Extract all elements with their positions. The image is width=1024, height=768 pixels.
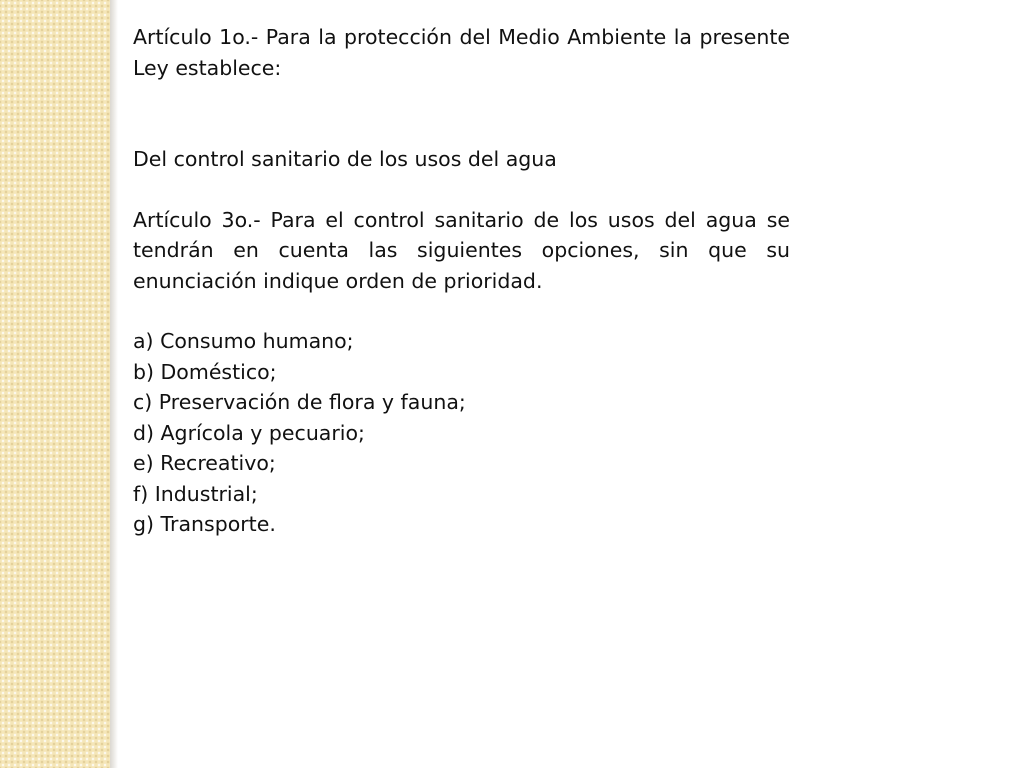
decorative-side-band [0, 0, 110, 768]
list-item: e) Recreativo; [133, 451, 276, 475]
spacer [133, 296, 790, 326]
list-item: f) Industrial; [133, 481, 258, 506]
list-item: d) Agrícola y pecuario; [133, 420, 365, 445]
spacer [133, 83, 790, 144]
article-1-text: Artículo 1o.- Para la protección del Medio Ambiente la presente Ley establece: [133, 25, 790, 80]
list-item: a) Consumo humano; [133, 329, 354, 353]
list-item: c) Preservación de flora y fauna; [133, 390, 466, 414]
slide-content [133, 22, 790, 540]
list-item: g) Transporte. [133, 512, 276, 536]
water-uses-list [133, 326, 790, 540]
section-heading: Del control sanitario de los usos del agua [133, 147, 557, 171]
article-3-text: Artículo 3o.- Para el control sanitario de los usos del agua se tendrán en cuenta las siguientes opciones, sin que su enunciación indique orden de prioridad. [133, 207, 790, 293]
list-item: b) Doméstico; [133, 359, 277, 384]
side-band-shadow [110, 0, 118, 768]
spacer [133, 175, 790, 205]
